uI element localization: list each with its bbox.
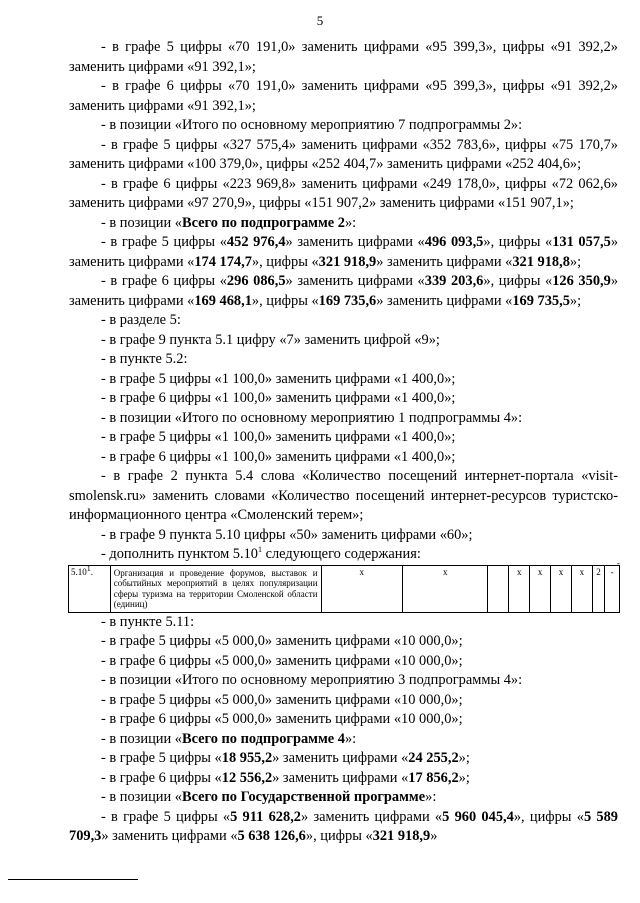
document-body <box>69 38 618 847</box>
paragraph: - в графе 9 пункта 5.1 цифру «7» заменить цифрой «9»; <box>101 331 440 348</box>
bold-run: 131 057,5 <box>552 234 611 250</box>
paragraph-total-subprogram-2 <box>69 214 618 234</box>
paragraph: - в графе 6 цифры «1 100,0» заменить цифрами «1 400,0»; <box>101 390 456 406</box>
paragraph: - в графе 6 цифры «223 969,8» заменить цифрами «249 178,0», цифры «72 062,6» заменить цифрами «97 270,9», цифры «151 907,2» заменить цифрами «151 907,1»; <box>69 175 618 211</box>
paragraph: - в графе 5 цифры «5 000,0» заменить цифрами «10 000,0»; <box>101 633 463 649</box>
table-cell: х <box>571 565 592 612</box>
text-run: »: <box>344 214 357 231</box>
paragraph: - в графе 5 цифры «1 100,0» заменить цифрами «1 400,0»; <box>101 370 456 387</box>
bold-run: 296 086,5 <box>226 273 286 289</box>
text-run: », цифры « <box>513 808 584 825</box>
text-run: » заменить цифрами « <box>285 234 425 250</box>
text-run: », цифры « <box>483 234 553 250</box>
bold-run: 169 735,5 <box>512 292 570 309</box>
text-run: » заменить цифрами « <box>69 234 619 270</box>
superscript: 1 <box>86 563 91 573</box>
paragraph: - в графе 6 цифры «70 191,0» заменить цифрами «95 399,3», цифры «91 392,2» заменить цифрами «91 392,1»; <box>69 78 618 114</box>
text-run: », цифры « <box>251 253 319 270</box>
text-run: » заменить цифрами « <box>272 750 409 766</box>
paragraph: - в графе 5 цифры «70 191,0» заменить цифрами «95 399,3», цифры «91 392,2» заменить цифрами «91 392,1»; <box>69 39 618 75</box>
table-cell: х <box>551 565 572 612</box>
table-cell-last: - <box>617 557 620 568</box>
text-run: »; <box>569 292 582 309</box>
bold-run: 174 174,7 <box>194 253 252 270</box>
paragraph: - в позиции «Итого по основному мероприятию 7 подпрограммы 2»: <box>101 117 523 133</box>
superscript: 1 <box>257 545 262 555</box>
paragraph: - в позиции «Итого по основному мероприятию 1 подпрограммы 4»: <box>101 409 523 426</box>
inserted-table <box>68 565 620 613</box>
cell-text: . <box>90 566 93 577</box>
paragraph: - в позиции «Итого по основному мероприятию 3 подпрограммы 4»: <box>101 672 523 688</box>
text-run: »; <box>569 253 582 270</box>
table-row <box>69 565 620 612</box>
bold-run: 496 093,5 <box>424 234 484 250</box>
table-cell-description: Организация и проведение форумов, выставок и событийных мероприятий в целях популяризации сферы туризма на территории Смоленской области (единиц) <box>110 565 321 612</box>
paragraph: - в графе 5 цифры «327 575,4» заменить цифрами «352 783,6», цифры «75 170,7» заменить цифрами «100 379,0», цифры «252 404,7» заменить цифрами «252 404,6»; <box>69 136 618 172</box>
bold-run: 5 589 709,3 <box>69 808 618 844</box>
bold-run: 12 556,2 <box>221 769 273 786</box>
paragraph-column-6 <box>69 272 618 311</box>
table-cell: 2 <box>592 565 605 612</box>
paragraph-column-5 <box>69 749 618 769</box>
table-cell: х <box>509 565 530 612</box>
text-run: », цифры « <box>483 273 553 289</box>
bold-run: 169 735,6 <box>318 292 377 309</box>
bold-run: Всего по Государственной программе <box>181 789 426 805</box>
text-run: » заменить цифрами « <box>285 273 425 289</box>
text-run: - в графе 6 цифры « <box>101 769 222 786</box>
table-cell: х <box>321 565 402 612</box>
bold-run: 339 203,6 <box>424 273 484 289</box>
text-run: - дополнить пунктом 5.10 <box>101 546 258 562</box>
paragraph-column-5 <box>69 233 618 272</box>
paragraph: - в графе 6 цифры «5 000,0» заменить цифрами «10 000,0»; <box>101 711 463 727</box>
text-run: » заменить цифрами « <box>69 273 619 309</box>
text-run: - в позиции « <box>101 789 182 805</box>
table-cell: х <box>402 565 488 612</box>
text-run: » заменить цифрами « <box>272 769 409 786</box>
text-run: - в позиции « <box>101 214 182 231</box>
bold-run: 5 638 126,6 <box>237 828 306 844</box>
bold-run: 126 350,9 <box>552 273 611 289</box>
bold-run: 18 955,2 <box>221 750 273 766</box>
text-run: », цифры « <box>305 828 373 844</box>
bold-run: Всего по подпрограмме 4 <box>181 730 345 747</box>
paragraph: - в разделе 5: <box>101 312 181 328</box>
text-run: », цифры « <box>251 292 319 309</box>
paragraph-column-5 <box>69 808 618 847</box>
text-run: » заменить цифрами « <box>376 253 513 270</box>
bold-run: 452 976,4 <box>226 234 286 250</box>
text-run: »; <box>458 750 470 766</box>
paragraph: - в графе 5 цифры «5 000,0» заменить цифрами «10 000,0»; <box>101 691 463 708</box>
paragraph-total-state-program <box>69 788 618 808</box>
bold-run: 5 911 628,2 <box>230 808 301 825</box>
paragraph: - в графе 5 цифры «1 100,0» заменить цифрами «1 400,0»; <box>101 429 456 445</box>
bold-run: 24 255,2 <box>408 750 459 766</box>
text-run: »: <box>425 789 437 805</box>
table-cell-number <box>69 565 111 612</box>
paragraph-column-6 <box>69 769 618 789</box>
paragraph: - в графе 6 цифры «1 100,0» заменить цифрами «1 400,0»; <box>101 448 456 465</box>
paragraph: - в пункте 5.2: <box>101 351 188 367</box>
paragraph: - в графе 2 пункта 5.4 слова «Количество посещений интернет-портала «visit-smolensk.ru» заменить словами «Количество посещений интернет-ресурсов туристско-информационного центра «Смоленский терем»; <box>69 468 618 523</box>
bold-run: 169 468,1 <box>194 292 252 309</box>
text-run: »: <box>344 730 357 747</box>
paragraph-total-subprogram-4 <box>69 730 618 750</box>
text-run: » заменить цифрами « <box>301 808 443 825</box>
text-run: - в графе 5 цифры « <box>101 750 222 766</box>
text-run: » заменить цифрами « <box>101 828 238 844</box>
page-number: 5 <box>316 13 324 28</box>
text-run: » <box>430 828 438 844</box>
paragraph: - в графе 6 цифры «5 000,0» заменить цифрами «10 000,0»; <box>101 652 463 669</box>
paragraph: - в пункте 5.11: <box>101 613 195 630</box>
text-run: »; <box>458 769 470 786</box>
bold-run: 321 918,9 <box>372 828 431 844</box>
bold-run: 5 960 045,4 <box>442 808 514 825</box>
text-run: - в графе 5 цифры « <box>101 234 227 250</box>
bold-run: 321 918,8 <box>512 253 570 270</box>
bold-run: 17 856,2 <box>408 769 459 786</box>
text-run: - в графе 6 цифры « <box>101 273 227 289</box>
cell-text: - <box>610 566 614 577</box>
text-run: - в позиции « <box>101 730 182 747</box>
table-cell <box>488 565 509 612</box>
text-run: - в графе 5 цифры « <box>101 808 231 825</box>
text-run: » заменить цифрами « <box>376 292 513 309</box>
paragraph: - в графе 9 пункта 5.10 цифры «50» заменить цифрами «60»; <box>101 526 473 543</box>
text-run: следующего содержания: <box>261 546 421 562</box>
footnote-separator <box>8 879 138 880</box>
paragraph-supplement <box>69 545 618 565</box>
bold-run: Всего по подпрограмме 2 <box>181 214 345 231</box>
cell-text: 5.10 <box>71 566 87 577</box>
bold-run: 321 918,9 <box>318 253 377 270</box>
table-cell: х <box>530 565 551 612</box>
